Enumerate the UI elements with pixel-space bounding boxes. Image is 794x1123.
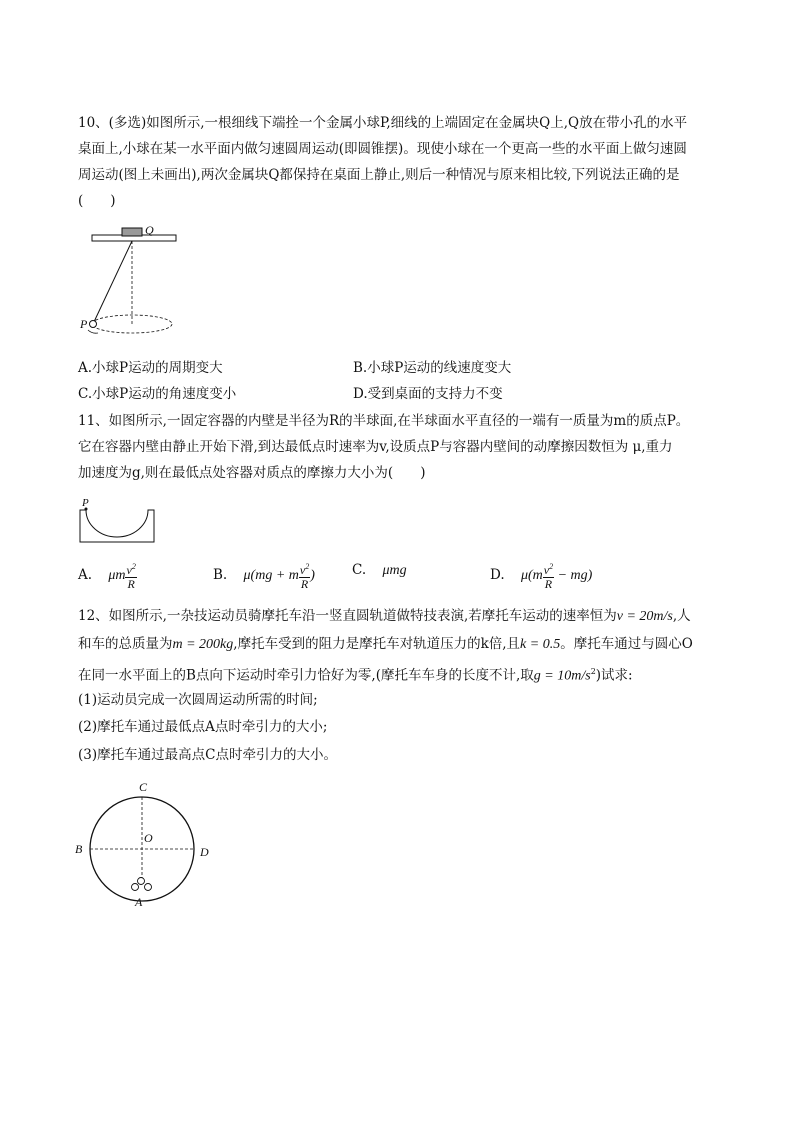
- option-c-expr: μmg: [382, 563, 407, 578]
- frac-sup: 2: [549, 562, 554, 571]
- frac-den: R: [300, 577, 309, 591]
- q10-option-a: A.小球P运动的周期变大: [78, 360, 223, 376]
- label-b: B: [75, 842, 83, 856]
- frac-num: v: [126, 563, 132, 577]
- q12-line3: [78, 659, 633, 690]
- q12-line3-text-b: )试求:: [595, 667, 633, 684]
- frac-sup: 2: [131, 562, 136, 571]
- q11-line1: 11、如图所示,一固定容器的内壁是半径为R的半球面,在半球面水平直径的一端有一质量为m的质点P。: [78, 413, 690, 429]
- q12-line3-text-a: 在同一水平面上的B点向下运动时牵引力恰好为零,(摩托车车身的长度不计,取: [78, 667, 534, 684]
- q10-option-c: C.小球P运动的角速度变小: [78, 386, 237, 402]
- label-p: P: [82, 497, 89, 509]
- q10-option-b: B.小球P运动的线速度变大: [353, 360, 512, 376]
- q12-g-sup: 2: [590, 667, 596, 676]
- q10-answer-blank: ( ): [78, 193, 116, 209]
- option-d-label: D.: [490, 567, 505, 583]
- q10-line2: 桌面上,小球在某一水平面内做匀速圆周运动(即圆锥摆)。现使小球在一个更高一些的水平面上做匀速圆: [78, 141, 687, 157]
- q11-line3: 加速度为g,则在最低点处容器对质点的摩擦力大小为( ): [78, 465, 426, 481]
- option-d-expr: μ(m: [520, 568, 543, 583]
- q11-line2: 它在容器内壁由静止开始下滑,到达最低点时速率为v,设质点P与容器内壁间的动摩擦因数恒为 μ,重力: [78, 439, 673, 455]
- option-a-label: A.: [78, 567, 93, 583]
- q10-line3: 周运动(图上未画出),两次金属块Q都保持在桌面上静止,则后一种情况与原来相比较,下列说法正确的是: [78, 167, 680, 183]
- label-d: D: [200, 845, 209, 859]
- q12-line1: [78, 603, 691, 630]
- q12-k-value: k = 0.5: [520, 637, 561, 652]
- label-o: O: [144, 831, 153, 845]
- q12-g-value: g = 10m/s: [533, 668, 591, 684]
- string-line: [93, 241, 132, 324]
- label-c: C: [139, 780, 148, 794]
- motion-arrow: [88, 330, 98, 333]
- option-c-label: C.: [352, 562, 367, 578]
- metal-block-q: [122, 228, 142, 236]
- q12-line2: [78, 631, 693, 658]
- option-a-expr: μm: [108, 568, 126, 583]
- q11-option-b: [213, 560, 315, 591]
- q12-sub-question-3: (3)摩托车通过最高点C点时牵引力的大小。: [78, 747, 337, 763]
- option-b-label: B.: [213, 567, 228, 583]
- q12-line2-text-a: 和车的总质量为: [78, 636, 173, 652]
- frac-den: R: [127, 577, 135, 591]
- q12-vertical-circle-figure: [72, 780, 222, 910]
- q12-mass-value: m = 200kg: [172, 637, 234, 652]
- q10-line1: 10、(多选)如图所示,一根细线下端拴一个金属小球P,细线的上端固定在金属块Q上,Q放在带小孔的水平: [78, 115, 688, 131]
- label-a: A: [135, 895, 143, 909]
- option-d-close: − mg): [554, 568, 593, 583]
- option-b-close: ): [310, 568, 315, 583]
- ball-p: [90, 321, 97, 328]
- q12-sub-question-2: (2)摩托车通过最低点A点时牵引力的大小;: [78, 719, 328, 735]
- q12-speed-value: v = 20m/s: [616, 609, 673, 624]
- q12-sub-question-1: (1)运动员完成一次圆周运动所需的时间;: [78, 692, 318, 708]
- frac-num: v: [543, 563, 550, 577]
- frac-num: v: [299, 563, 306, 577]
- q11-hemisphere-container-figure: [78, 498, 158, 546]
- option-b-expr: μ(mg + m: [243, 568, 299, 583]
- container-outline: [80, 510, 154, 542]
- motorcycle-icon: [132, 878, 152, 891]
- q12-line2-text-c: 。摩托车通过与圆心O: [560, 636, 693, 652]
- option-b-frac: [299, 560, 310, 591]
- q12-line1-text-a: 12、如图所示,一杂技运动员骑摩托车沿一竖直圆轨道做特技表演,若摩托车运动的速率恒为: [78, 608, 617, 624]
- q11-option-c: [352, 560, 407, 581]
- q12-line1-text-b: ,人: [672, 608, 691, 624]
- q11-option-d: [490, 560, 592, 591]
- q10-option-d: D.受到桌面的支持力不变: [353, 386, 503, 402]
- label-q: Q: [145, 223, 154, 237]
- frac-sup: 2: [305, 562, 310, 571]
- q12-line2-text-b: ,摩托车受到的阻力是摩托车对轨道压力的k倍,且: [233, 636, 521, 652]
- label-p: P: [80, 317, 88, 331]
- option-d-frac: [543, 560, 554, 591]
- option-a-frac: [125, 560, 136, 591]
- q11-option-a: [78, 560, 137, 591]
- q10-conical-pendulum-figure: [80, 222, 190, 337]
- frac-den: R: [544, 577, 553, 591]
